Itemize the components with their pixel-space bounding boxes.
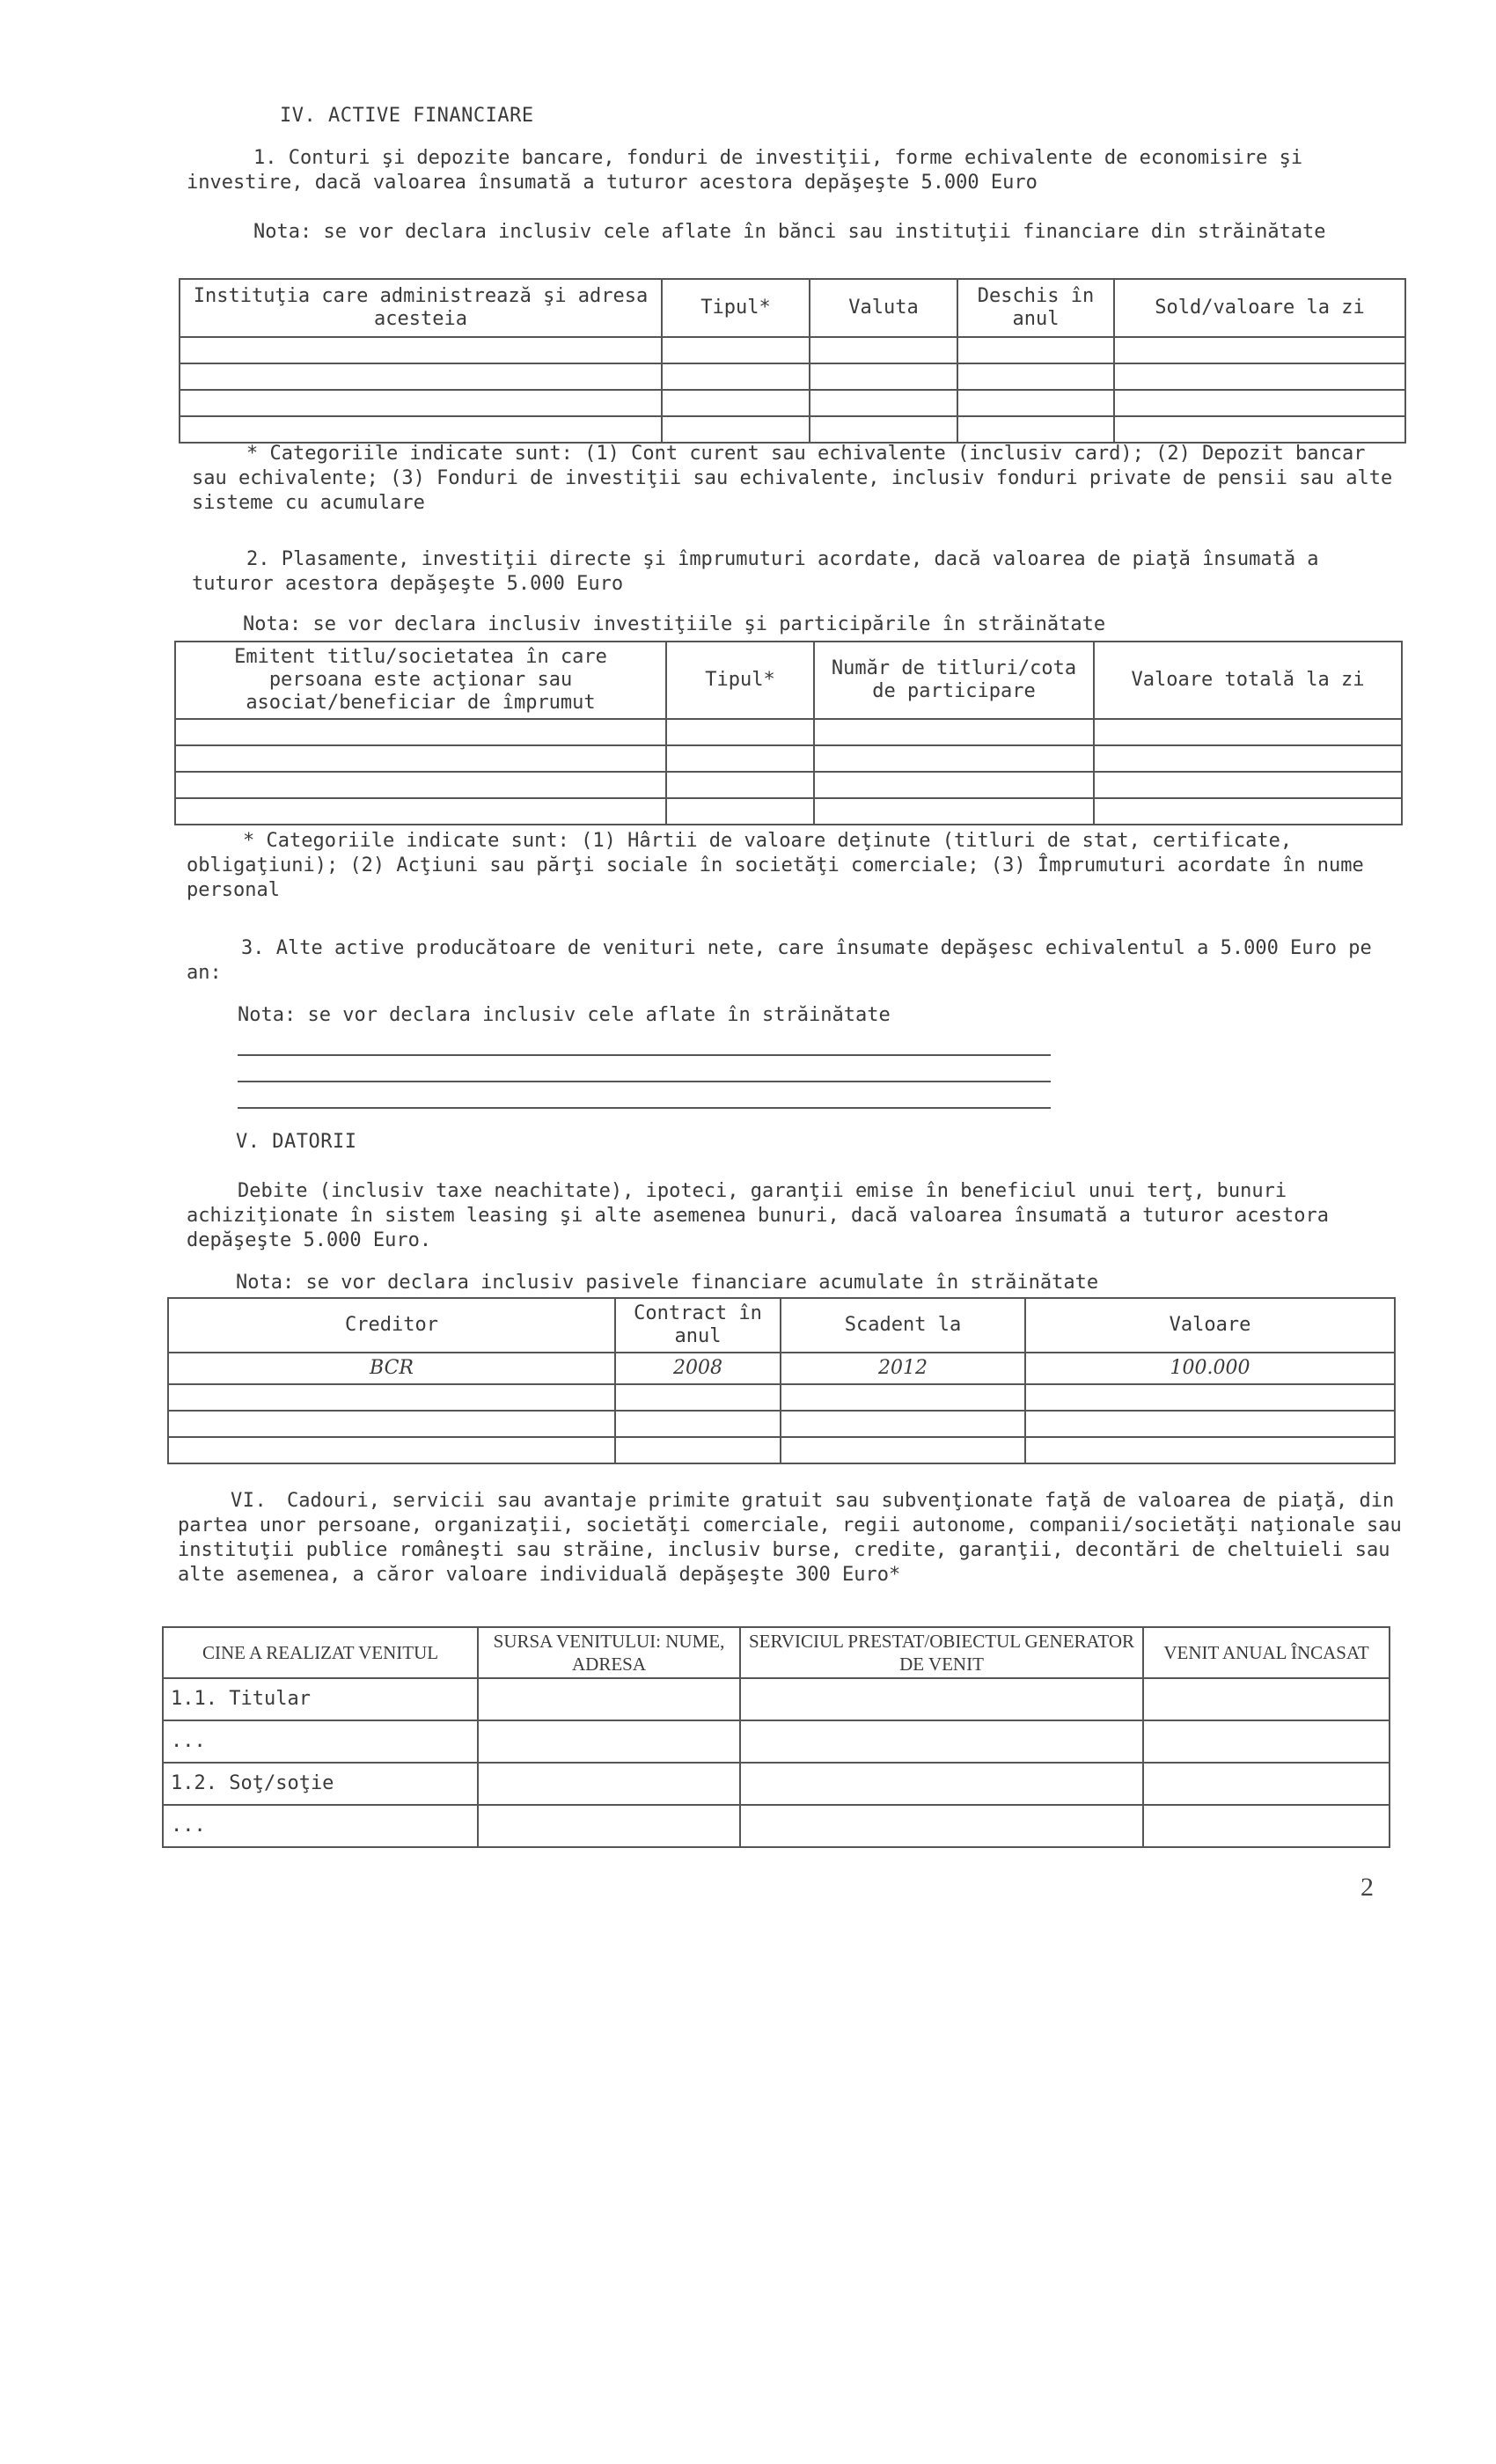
contract-year-value: 2008 xyxy=(615,1353,781,1384)
table-row xyxy=(168,1353,1395,1384)
col-service: SERVICIUL PRESTAT/OBIECTUL GENERATOR DE VENIT xyxy=(740,1627,1143,1678)
blank-line xyxy=(238,1081,1051,1082)
col-type: Tipul* xyxy=(666,642,814,719)
row-ellipsis: ... xyxy=(163,1805,478,1847)
blank-line xyxy=(238,1107,1051,1109)
table-row xyxy=(180,416,1405,443)
col-institution: Instituţia care administrează şi adresa acesteia xyxy=(180,279,662,337)
section-iv-item-1: 1. Conturi şi depozite bancare, fonduri de investiţii, forme echivalente de economisire şi investire, dacă valoarea însumată a tuturor acestora depăşeşte 5.000 Euro xyxy=(187,147,1315,194)
table-row xyxy=(175,798,1402,825)
table-row xyxy=(163,1720,1390,1763)
table-row xyxy=(175,772,1402,798)
col-due: Scadent la xyxy=(781,1298,1025,1353)
section-v-heading: V. DATORII xyxy=(236,1131,357,1153)
blank-line xyxy=(238,1054,1051,1056)
table-row xyxy=(180,337,1405,363)
col-currency: Valuta xyxy=(810,279,957,337)
table-row xyxy=(168,1384,1395,1411)
table-row xyxy=(163,1805,1390,1847)
bank-accounts-table xyxy=(179,278,1406,444)
col-opened-year: Deschis în anul xyxy=(957,279,1114,337)
investments-table xyxy=(174,641,1403,825)
section-iv-note-2: Nota: se vor declara inclusiv investiţiile şi participările în străinătate xyxy=(243,613,1106,635)
col-balance: Sold/valoare la zi xyxy=(1114,279,1405,337)
col-who: CINE A REALIZAT VENITUL xyxy=(163,1627,478,1678)
section-iv-footnote-1: * Categoriile indicate sunt: (1) Cont curent sau echivalente (inclusiv card); (2) Depozit bancar sau echivalente; (3) Fonduri de investiţii sau echivalente, inclusiv fonduri private de pensii sau alte sisteme cu acumulare xyxy=(192,443,1404,514)
col-issuer: Emitent titlu/societatea în care persoana este acţionar sau asociat/beneficiar de împrumut xyxy=(175,642,666,719)
section-vi-heading: VI. xyxy=(231,1490,268,1512)
gifts-table xyxy=(162,1626,1390,1848)
col-contract-year: Contract în anul xyxy=(615,1298,781,1353)
table-row xyxy=(163,1763,1390,1805)
col-shares: Număr de titluri/cota de participare xyxy=(814,642,1094,719)
table-row xyxy=(180,390,1405,416)
section-v-note: Nota: se vor declara inclusiv pasivele financiare acumulate în străinătate xyxy=(236,1272,1099,1294)
debts-table xyxy=(167,1297,1396,1464)
section-vi-body: Cadouri, servicii sau avantaje primite gratuit sau subvenţionate faţă de valoarea de piaţă, din partea unor persoane, organizaţii, societăţi comerciale, regii autonome, companii/societăţi naţionale sau instituţii publice româneşti sau străine, inclusiv burse, credite, garanţii, decontări de cheltuieli sau alte asemenea, a căror valoare individuală depăşeşte 300 Euro* xyxy=(178,1490,1413,1586)
col-source: SURSA VENITULUI: NUME, ADRESA xyxy=(478,1627,740,1678)
row-ellipsis: ... xyxy=(163,1720,478,1763)
col-creditor: Creditor xyxy=(168,1298,615,1353)
table-row xyxy=(180,363,1405,390)
col-type: Tipul* xyxy=(662,279,810,337)
table-row xyxy=(163,1678,1390,1720)
section-iv-heading: IV. ACTIVE FINANCIARE xyxy=(280,105,534,127)
due-value: 2012 xyxy=(781,1353,1025,1384)
table-row xyxy=(168,1411,1395,1437)
page-number: 2 xyxy=(1360,1873,1374,1902)
section-v-text: Debite (inclusiv taxe neachitate), ipoteci, garanţii emise în beneficiul unui terţ, bunuri achiziţionate în sistem leasing şi alte asemenea bunuri, dacă valoarea însumată a tuturor acestora depăşeşte 5.000 Euro. xyxy=(187,1180,1341,1251)
section-iv-item-3: 3. Alte active producătoare de venituri nete, care însumate depăşesc echivalentul a 5.000 Euro pe an: xyxy=(187,937,1384,984)
row-spouse: 1.2. Soţ/soţie xyxy=(163,1763,478,1805)
table-row xyxy=(175,719,1402,745)
col-annual-income: VENIT ANUAL ÎNCASAT xyxy=(1143,1627,1390,1678)
section-iv-note-1: Nota: se vor declara inclusiv cele aflate în bănci sau instituţii financiare din străinătate xyxy=(253,221,1326,243)
table-row xyxy=(168,1437,1395,1463)
section-vi-text xyxy=(178,1489,1413,1588)
section-iv-item-2: 2. Plasamente, investiţii directe şi împrumuturi acordate, dacă valoarea de piaţă însumată a tuturor acestora depăşeşte 5.000 Euro xyxy=(192,548,1331,595)
table-row xyxy=(175,745,1402,772)
section-iv-footnote-2: * Categoriile indicate sunt: (1) Hârtii de valoare deţinute (titluri de stat, certificate, obligaţiuni); (2) Acţiuni sau părţi sociale în societăţi comerciale; (3) Împrumuturi acordate în nume personal xyxy=(187,830,1376,901)
creditor-value: BCR xyxy=(168,1353,615,1384)
row-titular: 1.1. Titular xyxy=(163,1678,478,1720)
col-amount: Valoare xyxy=(1025,1298,1395,1353)
col-total-value: Valoare totală la zi xyxy=(1094,642,1402,719)
amount-value: 100.000 xyxy=(1025,1353,1395,1384)
section-iv-note-3: Nota: se vor declara inclusiv cele aflate în străinătate xyxy=(238,1004,891,1026)
